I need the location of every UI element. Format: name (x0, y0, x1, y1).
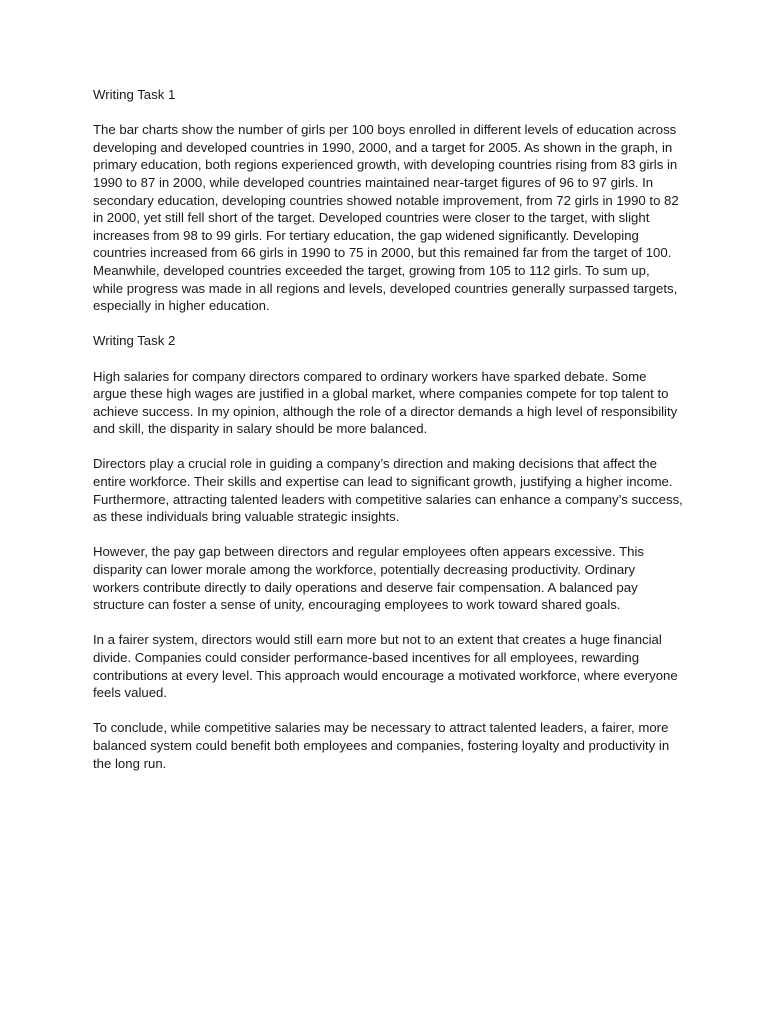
task1-heading: Writing Task 1 (93, 87, 176, 102)
task2-paragraph-conclusion: To conclude, while competitive salaries may be necessary to attract talented leaders, a fairer, more balanced system could benefit both employees and companies, fostering loyalty and productivity in the long run. (93, 720, 670, 771)
task2-paragraph-pay-gap: However, the pay gap between directors and regular employees often appears excessive. This disparity can lower morale among the workforce, potentially decreasing productivity. Ordinary workers contribute directly to daily operations and deserve fair compensation. A balanced pay structure can foster a sense of unity, encouraging employees to work toward shared goals. (93, 544, 645, 613)
task2-heading: Writing Task 2 (93, 333, 176, 349)
document-page (93, 86, 683, 790)
task2-paragraph-directors-role: Directors play a crucial role in guiding a company’s direction and making decisions that affect the entire workforce. Their skills and expertise can lead to significant growth, justifying a higher income. Furthermore, attracting talented leaders with competitive salaries can enhance a company’s success, as these individuals bring valuable strategic insights. (93, 456, 683, 525)
task1-paragraph: The bar charts show the number of girls per 100 boys enrolled in different levels of education across developing and developed countries in 1990, 2000, and a target for 2005. As shown in the graph, in primary education, both regions experienced growth, with developing countries rising from 83 girls in 1990 to 87 in 2000, while developed countries maintained near-target figures of 96 to 97 girls. In secondary education, developing countries showed notable improvement, from 72 girls in 1990 to 82 in 2000, yet still fell short of the target. Developed countries were closer to the target, with slight increases from 98 to 99 girls. For tertiary education, the gap widened significantly. Developing countries increased from 66 girls in 1990 to 75 in 2000, but this remained far from the target of 100. Meanwhile, developed countries exceeded the target, growing from 105 to 112 girls. To sum up, while progress was made in all regions and levels, developed countries generally surpassed targets, especially in higher education. (93, 122, 679, 314)
task2-paragraph-fairer-system: In a fairer system, directors would still earn more but not to an extent that creates a huge financial divide. Companies could consider performance-based incentives for all employees, rewarding contributions at every level. This approach would encourage a motivated workforce, where everyone feels valued. (93, 632, 678, 701)
task2-paragraph-intro: High salaries for company directors compared to ordinary workers have sparked debate. Some argue these high wages are justified in a global market, where companies compete for top talent to achieve success. In my opinion, although the role of a director demands a high level of responsibility and skill, the disparity in salary should be more balanced. (93, 368, 678, 437)
